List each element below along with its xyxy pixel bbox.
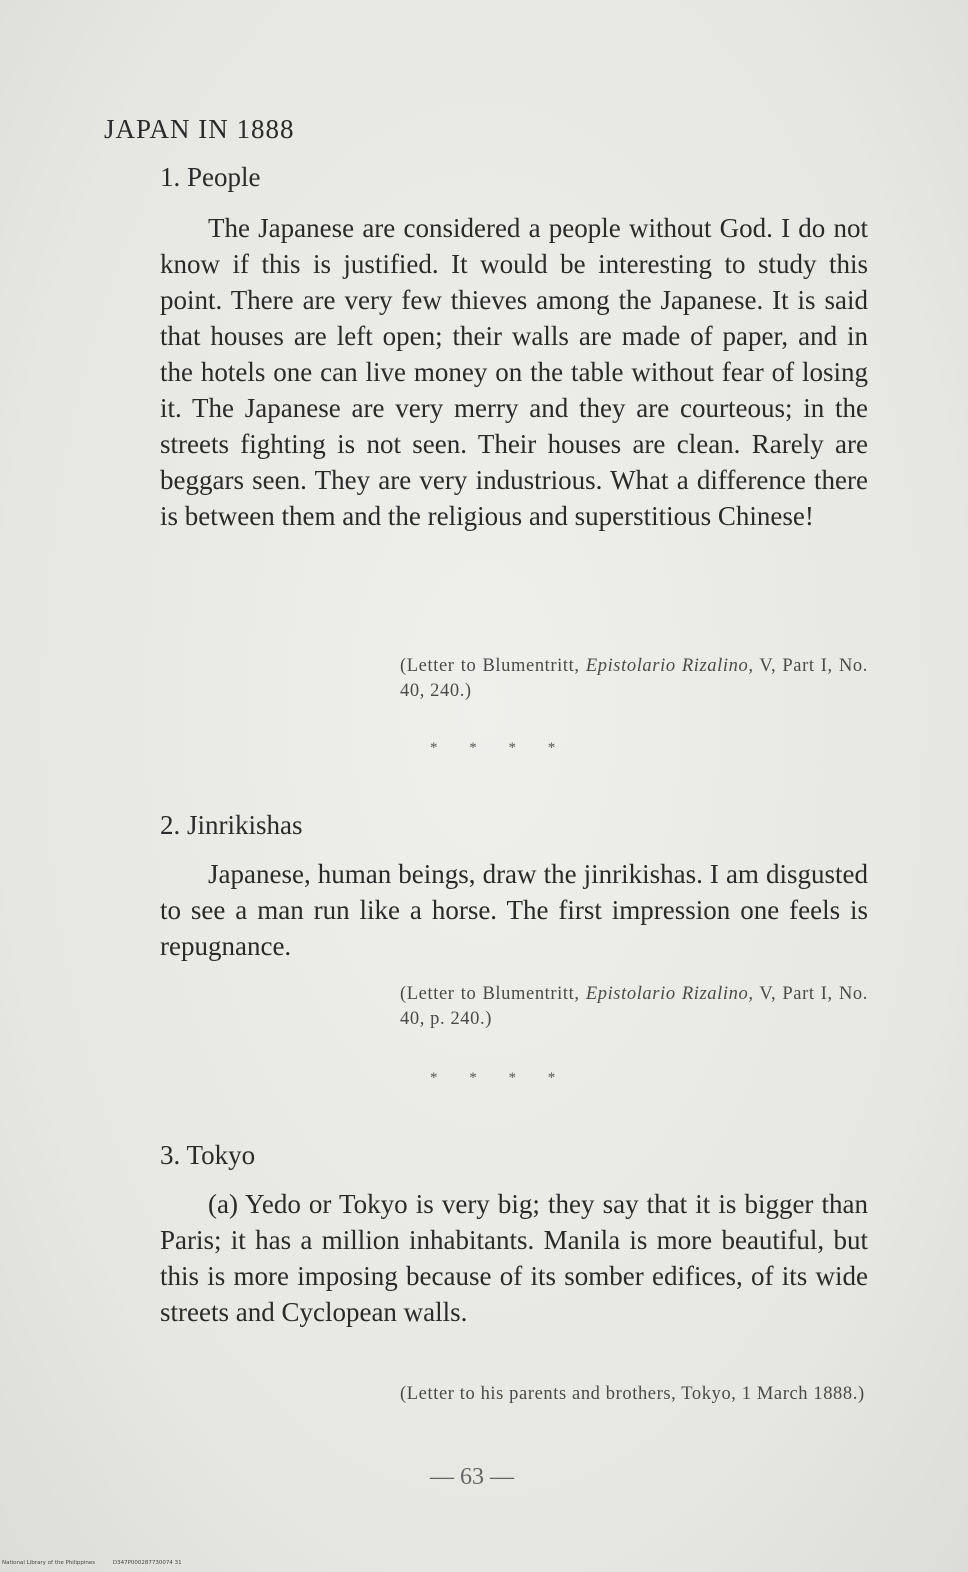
citation-prefix: (Letter to Blumentritt,: [400, 984, 586, 1004]
section-paragraph-people: The Japanese are considered a people without God. I do not know if this is justified. It would be interesting to study this point. There are very few thieves among the Japanese. It is said that houses are left open; their walls are made of paper, and in the hotels one can live money on the table without fear of losing it. The Japanese are very merry and they are courteous; in the streets fighting is not seen. Their houses are clean. Rarely are beggars seen. They are very industrious. What a difference there is between them and the religious and superstitious Chinese!: [160, 213, 868, 531]
footer-code: D347P000287730074 31: [112, 1560, 182, 1566]
citation-prefix: (Letter to Blumentritt,: [400, 656, 586, 676]
section-title-tokyo: 3. Tokyo: [160, 1140, 256, 1170]
section-paragraph-jinrikishas: Japanese, human beings, draw the jinrikishas. I am disgusted to see a man run like a horse. The first impression one feels is repugnance.: [160, 859, 868, 961]
citation-title: Epistolario Rizalino,: [585, 984, 754, 1004]
citation-title: Epistolario Rizalino,: [585, 656, 754, 676]
section-separator: * * * *: [430, 740, 570, 756]
citation-prefix: (Letter to his parents and brothers, Tokyo, 1 March 1888.): [400, 1384, 865, 1404]
footer-library: National Library of the Philippines: [2, 1560, 96, 1566]
citation-suffix: V, Part I, No. 40, 240.): [400, 656, 869, 701]
citation-jinrikishas: [400, 982, 868, 1032]
section-title-jinrikishas: 2. Jinrikishas: [160, 810, 303, 840]
chapter-heading: JAPAN IN 1888: [104, 114, 295, 144]
scan-footer: [2, 1560, 198, 1566]
citation-suffix: V, Part I, No. 40, p. 240.): [400, 984, 869, 1029]
section-separator: * * * *: [430, 1070, 570, 1086]
section-paragraph-tokyo: (a) Yedo or Tokyo is very big; they say that it is bigger than Paris; it has a million inhabitants. Manila is more beautiful, but this is more imposing because of its somber edifices, of its wide streets and Cyclopean walls.: [160, 1189, 868, 1327]
citation-people: [400, 654, 868, 704]
section-title-people: 1. People: [160, 162, 261, 192]
citation-tokyo: [400, 1382, 868, 1407]
page-number: — 63 —: [430, 1464, 514, 1490]
